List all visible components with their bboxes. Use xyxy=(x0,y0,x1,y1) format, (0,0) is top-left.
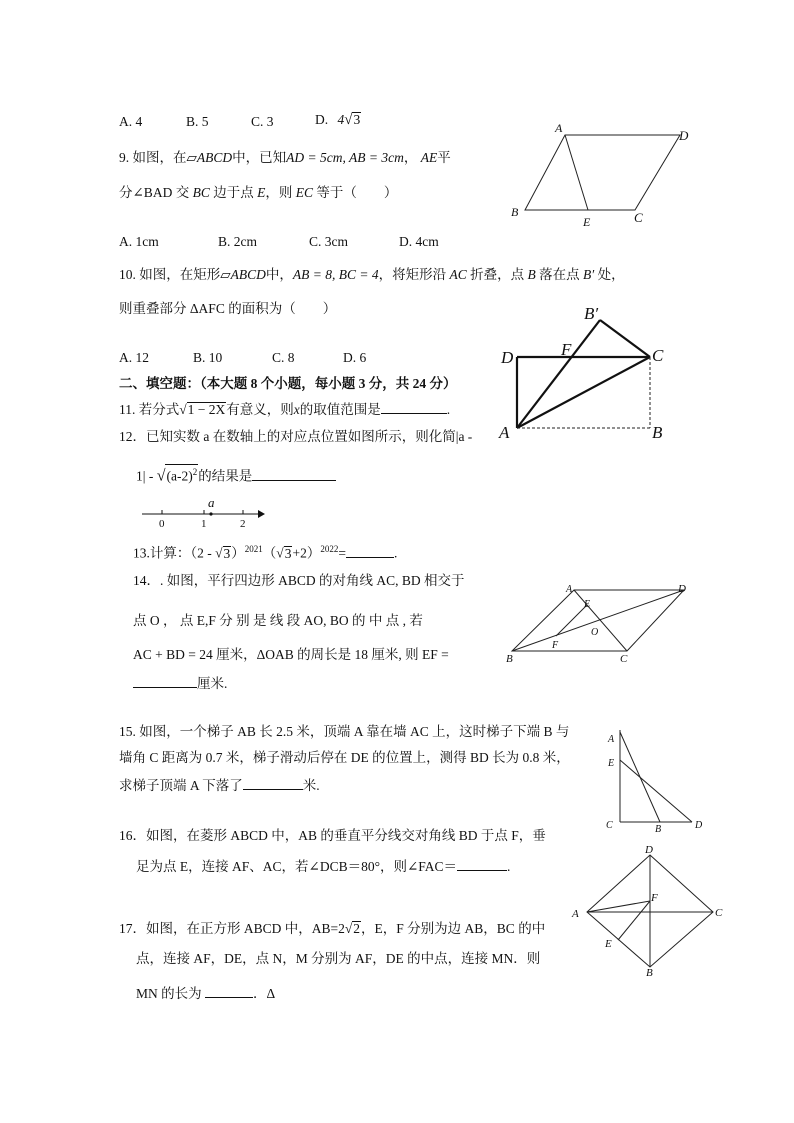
q12-answer-blank xyxy=(252,466,336,481)
q14-figure xyxy=(502,578,702,666)
q10-option-d: D. 6 xyxy=(343,350,367,365)
q10-option-c: C. 8 xyxy=(272,350,295,365)
q13-answer-blank xyxy=(346,543,394,558)
q17-line3: MN 的长为 ．Δ xyxy=(136,983,275,1003)
q9-label-b: B xyxy=(511,205,519,219)
q17-line2: 点，连接 AF，DE，点 N，M 分别为 AF，DE 的中点，连接 MN．则 xyxy=(136,951,541,966)
q9-label-e: E xyxy=(583,215,591,229)
q16-label-b: B xyxy=(646,967,653,979)
q12-radicand: $(a-2)^2$ xyxy=(165,464,198,484)
q8-option-d-label: D. xyxy=(315,112,329,127)
q14-label-f: F xyxy=(552,640,559,651)
q15-line3: 求梯子顶端 A 下落了 米. xyxy=(119,775,320,795)
q9-figure xyxy=(505,120,705,230)
q16-line2: 足为点 E，连接 AF、AC，若∠DCB＝80°，则∠FAC＝ . xyxy=(136,856,510,876)
q10-figure xyxy=(495,295,680,445)
q9-label-c: C xyxy=(634,210,643,225)
q12-line1: 12．已知实数 a 在数轴上的对应点位置如图所示，则化简|a - xyxy=(119,429,473,444)
q10-label-d: D xyxy=(501,348,514,367)
q8-option-d-radicand: 3 xyxy=(353,112,361,127)
q11-answer-blank xyxy=(381,399,447,414)
q12-tick-2: 2 xyxy=(240,518,246,530)
q9-option-a: A. 1cm xyxy=(119,234,159,249)
q14-label-b: B xyxy=(506,653,513,665)
q12-point-label: a xyxy=(208,495,215,510)
q10-label-b: B xyxy=(652,423,663,442)
q14-answer-blank xyxy=(133,673,197,688)
q9-label-a: A xyxy=(555,121,563,135)
q16-answer-blank xyxy=(457,856,507,871)
q16-line1: 16．如图，在菱形 ABCD 中，AB 的垂直平分线交对角线 BD 于点 F，垂 xyxy=(119,828,546,843)
q13-line: 13.计算：$(2 - √3)^{2021}(√3+2)^{2022}=$ . xyxy=(133,544,398,561)
q10-option-b: B. 10 xyxy=(193,350,223,365)
q15-label-a: A xyxy=(608,734,615,745)
q14-line3: AC + BD = 24 厘米，ΔOAB 的周长是 18 厘米, 则 EF = xyxy=(133,647,449,662)
q10-label-c: C xyxy=(652,346,664,365)
q12-tick-0: 0 xyxy=(159,518,165,530)
q14-line1: 14．. 如图，平行四边形 ABCD 的对角线 AC, BD 相交于 xyxy=(133,573,465,588)
q12-line2: $1| - √(a-2)^2$的结果是 xyxy=(136,464,336,486)
q16-label-e: E xyxy=(605,938,612,950)
q10-line2: 则重叠部分 ΔAFC 的面积为（ ） xyxy=(119,301,337,316)
q14-line4: 厘米. xyxy=(133,673,227,693)
q10-line1: 10. 如图，在矩形▱ABCD中，AB = 8, BC = 4，将矩形沿 AC 折叠，点 B 落在点 B′ 处， xyxy=(119,267,625,282)
q9-label-d: D xyxy=(679,128,689,143)
q12-tick-1: 1 xyxy=(201,518,207,530)
q12-number-line xyxy=(138,494,268,530)
q8-option-b: B. 5 xyxy=(186,114,209,129)
q14-label-e: E xyxy=(584,599,591,610)
q8-option-a: A. 4 xyxy=(119,114,143,129)
q8-option-d-coef: 4 xyxy=(337,112,345,127)
q16-label-f: F xyxy=(651,892,658,904)
q10-label-bprime: B′ xyxy=(584,304,599,323)
q15-label-b: B xyxy=(655,824,662,835)
q14-line2: 点 O ， 点 E,F 分 别 是 线 段 AO, BO 的 中 点 , 若 xyxy=(133,613,423,628)
q10-option-a: A. 12 xyxy=(119,350,149,365)
q15-figure xyxy=(600,722,715,834)
q14-label-c: C xyxy=(620,653,628,665)
q14-label-o: O xyxy=(591,627,599,638)
q14-label-a: A xyxy=(566,584,573,595)
q10-label-a: A xyxy=(499,423,510,442)
q10-label-f: F xyxy=(561,340,572,359)
q9-option-d: D. 4cm xyxy=(399,234,439,249)
q16-label-d: D xyxy=(645,844,653,856)
q8-option-c: C. 3 xyxy=(251,114,274,129)
q9-line1: 9. 如图，在▱ABCD中，已知AD = 5cm, AB = 3cm， AE平 xyxy=(119,150,451,165)
q17-answer-blank xyxy=(205,983,253,998)
q16-label-a: A xyxy=(572,908,579,920)
q16-figure xyxy=(565,840,730,980)
q15-label-c: C xyxy=(606,820,613,831)
q15-answer-blank xyxy=(243,775,303,790)
q17-line1: 17．如图，在正方形 ABCD 中，AB=2√2，E，F 分别为边 AB，BC 的中 xyxy=(119,921,546,936)
q16-label-c: C xyxy=(715,907,723,919)
q15-label-d: D xyxy=(695,820,703,831)
q14-label-d: D xyxy=(678,583,686,595)
q15-line2: 墙角 C 距离为 0.7 米，梯子滑动后停在 DE 的位置上，测得 BD 长为 0.8 米， xyxy=(119,750,570,765)
q8-option-d: D. 4√3 xyxy=(315,112,361,128)
q15-label-e: E xyxy=(608,758,615,769)
q11-line: 11. 若分式√1 − 2X有意义，则x的取值范围是 . xyxy=(119,399,450,419)
section-2-heading: 二、填空题：（本大题 8 个小题，每小题 3 分，共 24 分） xyxy=(119,376,457,391)
q9-line2: 分∠BAD 交 BC 边于点 E，则 EC 等于（ ） xyxy=(119,185,398,200)
q9-option-b: B. 2cm xyxy=(218,234,257,249)
q15-line1: 15. 如图，一个梯子 AB 长 2.5 米，顶端 A 靠在墙 AC 上，这时梯子下端 B 与 xyxy=(119,724,570,739)
q9-option-c: C. 3cm xyxy=(309,234,348,249)
q11-radicand: 1 − 2X xyxy=(187,402,226,417)
